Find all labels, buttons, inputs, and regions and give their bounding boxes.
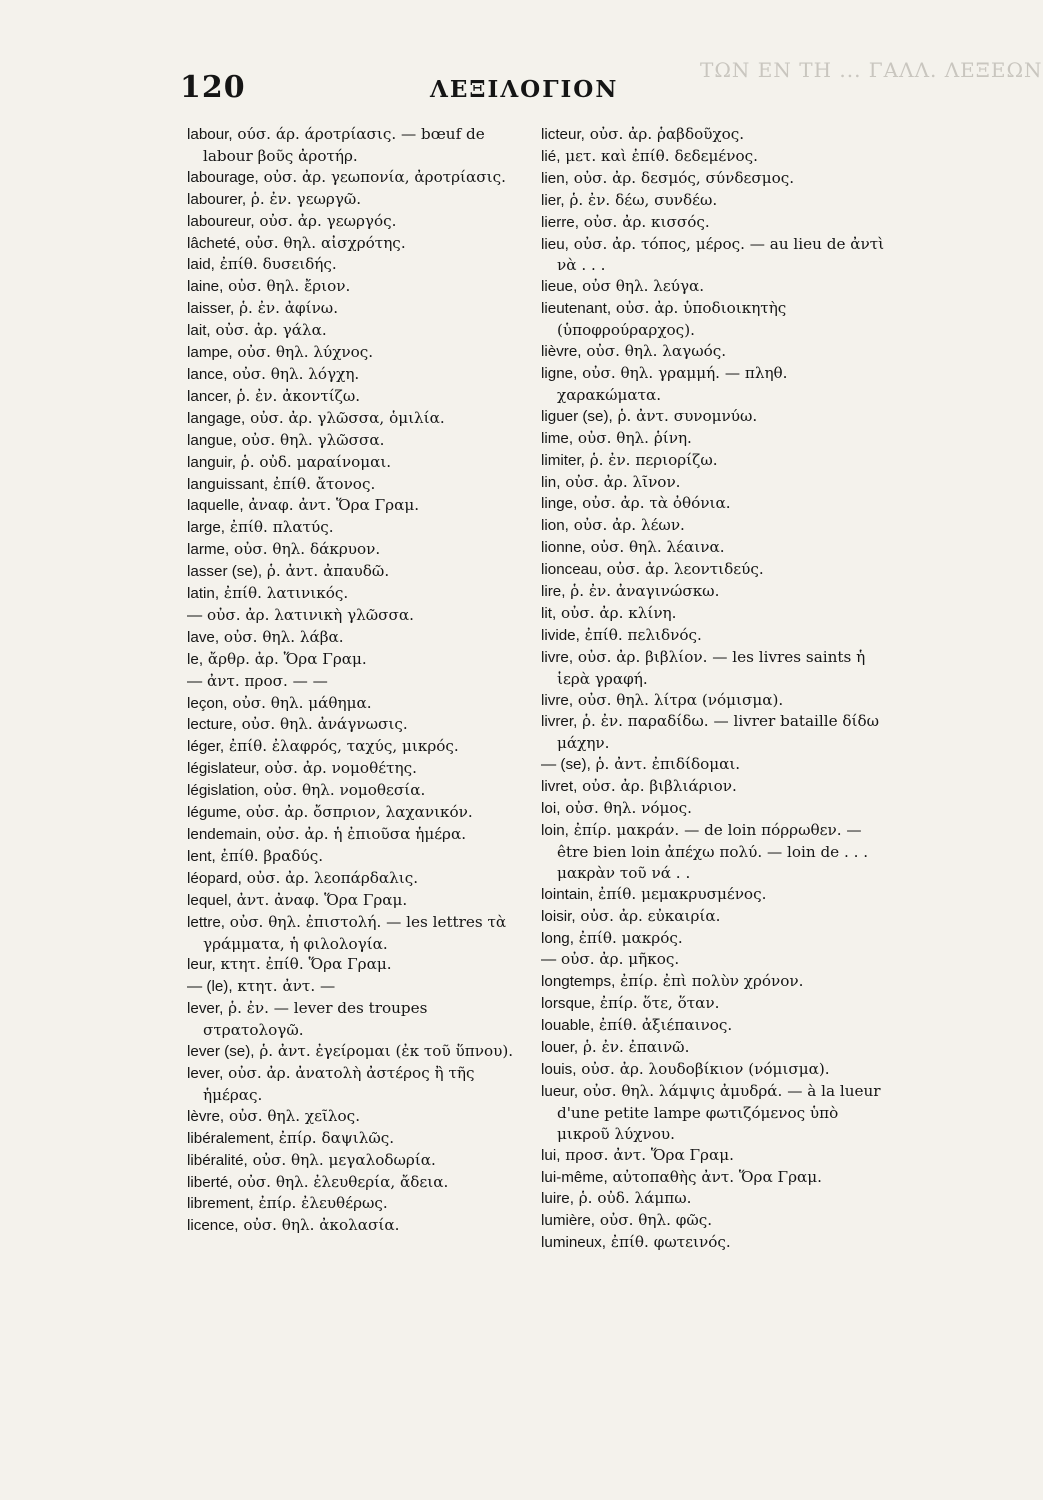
dictionary-entry [187,233,522,255]
dictionary-entry [187,824,522,846]
entry-headword: lire, [541,583,566,601]
dictionary-entry [541,428,886,450]
dictionary-entry [541,1015,886,1037]
entry-headword: licence, [187,1217,239,1235]
dictionary-entry [187,912,522,955]
entry-definition: οὐσ. θηλ. ἔριον. [223,277,351,296]
entry-headword: lièvre, [541,343,582,361]
entry-definition: οὐσ. ἀρ. κισσός. [578,212,710,231]
dictionary-entry [187,583,522,605]
entry-headword: lime, [541,429,574,447]
entry-headword: languissant, [187,475,269,493]
entry-definition: ῥ. ἐν. — lever des troupes στρατολογῶ. [203,999,428,1040]
entry-definition: οὐσ. ἀρ. κλίνη. [556,603,677,622]
entry-headword: lendemain, [187,826,262,843]
entry-headword: lampe, [187,344,233,362]
entry-headword: lieue, [541,278,578,296]
entry-definition: οὐσ. θηλ. ἀκολασία. [238,1216,400,1235]
entry-definition: οὐσ. θηλ. λάμψις ἀμυδρά. — à la lueur d'une petite lampe φωτιζόμενος ὑπὸ μικροῦ λύχνου. [557,1081,881,1143]
entry-headword: lié, [541,147,561,165]
dictionary-entry [541,884,886,906]
entry-definition: ἐπίθ. ἐλαφρός, ταχύς, μικρός. [224,737,459,756]
entry-definition: οὐσ. ἀρ. γεωπονία, ἀροτρίασις. [258,167,506,186]
entry-headword: lever, [187,1064,224,1082]
entry-definition: οὐσ. θηλ. ἀνάγνωσις. [236,715,408,734]
dictionary-entry [187,868,522,890]
dictionary-entry [541,820,886,884]
entry-definition: ἀναφ. ἀντ. Ὅρα Γραμ. [243,496,420,515]
entry-headword: lien, [541,169,569,187]
entry-headword: luire, [541,1190,574,1208]
entry-definition: ἐπίθ. μεμακρυσμένος. [593,884,767,903]
entry-headword: lorsque, [541,995,596,1013]
entry-definition: οὐσ. ἀρ. ὄσπριον, λαχανικόν. [241,803,473,822]
entry-headword: lui-même, [541,1168,608,1186]
dictionary-entry [187,276,522,298]
entry-headword: lâcheté, [187,234,241,252]
dictionary-entry [541,928,886,950]
entry-headword: louer, [541,1039,579,1057]
entry-headword: lumineux, [541,1234,606,1252]
entry-definition: αὐτοπαθὴς ἀντ. Ὅρα Γραμ. [607,1167,822,1186]
entry-definition: ἐπίρ. μακράν. — de loin πόρρωθεν. — être bien loin ἀπέχω πολύ. — loin de . . . μακρὰν τοῦ νά . . [557,821,869,882]
entry-definition: οὐσ. ἀρ. γεωργός. [254,211,397,230]
entry-headword: léopard, [187,869,242,887]
entry-definition: οὐσ. θηλ. δάκρυον. [229,540,381,559]
entry-headword: lointain, [541,885,594,903]
entry-headword: lionceau, [541,561,602,579]
entry-definition: οὐσ. ἀρ. ἡ ἐπιοῦσα ἡμέρα. [261,825,467,843]
entry-definition: ἀντ. προσ. — — [202,671,328,690]
entry-definition: οὐσ. θηλ. ἐπιστολή. — les lettres τὰ γράμματα, ἡ φιλολογία. [203,912,507,953]
dictionary-entry [541,1188,886,1210]
dictionary-entry [541,1081,886,1145]
entry-headword: — (le), [187,978,233,996]
entry-headword: lever (se), [187,1043,255,1061]
entry-definition: ἀντ. ἀναφ. Ὅρα Γραμ. [231,890,408,909]
dictionary-entry [541,406,886,428]
entry-definition: ούσ. άρ. άροτρίασις. — bœuf de labour βοῦς ἀροτήρ. [203,125,485,165]
dictionary-entry [187,846,522,868]
entry-headword: le, [187,650,204,668]
dictionary-entry [541,146,886,168]
dictionary-entry [187,758,522,780]
entry-definition: ῥ. ἐν. ἐπαινῶ. [578,1038,690,1057]
entry-headword: laine, [187,278,224,296]
entry-definition: ἐπίθ. φωτεινός. [606,1233,731,1252]
dictionary-entry [187,1150,522,1172]
entry-headword: lueur, [541,1082,579,1100]
entry-headword: longtemps, [541,973,616,991]
dictionary-entry [187,890,522,912]
dictionary-entry [187,1041,522,1063]
dictionary-entry [541,298,886,341]
entry-definition: οὐσ. θηλ. χεῖλος. [224,1106,361,1125]
entry-definition: ἐπίρ. δαψιλῶς. [273,1128,395,1147]
dictionary-entry [541,776,886,798]
entry-headword: lion, [541,517,569,535]
dictionary-entry [187,408,522,430]
entry-definition: οὐσ. ἀρ. τόπος, μέρος. — au lieu de ἀντὶ νὰ . . . [557,234,885,275]
entry-headword: leur, [187,956,216,974]
entry-definition: οὐσ. ἀρ. γάλα. [210,321,327,340]
entry-definition: οὐσ. ἀρ. βιβλίον. — les livres saints ἡ ἱερὰ γραφή. [557,647,866,688]
entry-headword: livrer, [541,713,578,731]
entry-definition: ἐπίθ. δυσειδής. [214,255,337,274]
dictionary-entry [187,605,522,627]
dictionary-entry [541,450,886,472]
entry-definition: οὐσ. θηλ. νόμος. [560,799,692,818]
dictionary-entry [541,711,886,754]
entry-definition: ῥ. ἀντ. ἀπαυδῶ. [262,562,390,581]
entry-headword: livre, [541,691,574,709]
entry-definition: οὐσ. θηλ. λύχνος. [232,343,374,362]
dictionary-entry [541,472,886,494]
dictionary-entry [187,1172,522,1194]
dictionary-entry [187,976,522,998]
entry-headword: laboureur, [187,212,255,230]
left-column [187,124,522,1237]
entry-definition: ῥ. ἐν. παραδίδω. — livrer bataille δίδω μάχην. [557,712,880,753]
entry-definition: ἄρθρ. ἀρ. Ὅρα Γραμ. [203,649,367,668]
entry-definition: οὐσ. ἀρ. λατινικὴ γλῶσσα. [202,605,415,624]
dictionary-entry [541,603,886,625]
dictionary-entry [541,124,886,146]
dictionary-entry [187,714,522,736]
dictionary-entry [541,493,886,515]
entry-headword: larme, [187,541,230,559]
entry-headword: langage, [187,409,246,427]
dictionary-entry [541,559,886,581]
entry-headword: loi, [541,800,561,818]
dictionary-entry [541,1145,886,1167]
dictionary-entry [541,537,886,559]
bleed-through-text: ΤΩΝ ΕΝ ΤΗ ... ΓΑΛΛ. ΛΕΞΕΩΝ [700,58,1043,82]
entry-headword: — (se), [541,756,591,774]
dictionary-entry [541,647,886,690]
entry-definition: οὐσ. θηλ. λάβα. [219,627,344,646]
entry-definition: οὐσ. ἀρ. ἀνατολὴ ἀστέρος ἢ τῆς ἡμέρας. [203,1063,475,1104]
entry-definition: οὐσ. θηλ. γραμμή. — πληθ. χαρακώματα. [557,363,788,404]
dictionary-entry [541,190,886,212]
entry-definition: κτητ. ἐπίθ. Ὅρα Γραμ. [215,955,392,974]
entry-definition: οὐσ. ἀρ. βιβλιάριον. [577,777,737,796]
dictionary-entry [187,167,522,189]
entry-headword: loin, [541,822,569,839]
dictionary-entry [187,627,522,649]
entry-headword: lait, [187,322,211,340]
entry-headword: législateur, [187,760,260,778]
entry-definition: ἐπίθ. βραδύς. [215,846,324,865]
entry-definition: οὐσ. ἀρ. εὐκαιρία. [575,906,721,925]
entry-headword: — [541,951,557,969]
entry-headword: lettre, [187,913,225,931]
entry-definition: οὐσ. ἀρ. λεοντιδεύς. [601,560,764,579]
dictionary-entry [187,211,522,233]
entry-headword: loisir, [541,907,576,925]
dictionary-entry [187,298,522,320]
dictionary-entry [187,802,522,824]
dictionary-entry [541,993,886,1015]
dictionary-entry [541,754,886,776]
entry-definition: οὐσ. θηλ. ῥίνη. [573,428,692,447]
dictionary-entry [541,212,886,234]
entry-headword: lieutenant, [541,300,612,318]
dictionary-entry [187,998,522,1041]
entry-definition: οὐσ. θηλ. γλῶσσα. [236,430,385,449]
entry-headword: latin, [187,585,220,603]
entry-headword: limiter, [541,451,585,469]
dictionary-entry [187,495,522,517]
entry-headword: laisser, [187,300,235,318]
dictionary-entry [187,780,522,802]
entry-definition: οὐσ. θηλ. ἐλευθερία, ἄδεια. [232,1172,449,1191]
entry-definition: οὐσ. ἀρ. ῥαβδοῦχος. [584,125,745,143]
dictionary-entry [541,341,886,363]
dictionary-entry [187,386,522,408]
entry-definition: οὐσ. θηλ. λαγωός. [581,342,727,361]
entry-definition: οὐσ. ἀρ. γλῶσσα, ὁμιλία. [245,408,445,427]
dictionary-entry [541,363,886,406]
entry-definition: ἐπίθ. λατινικός. [219,584,349,603]
dictionary-entry [541,906,886,928]
entry-headword: lancer, [187,387,232,405]
dictionary-entry [187,320,522,342]
entry-definition: οὐσ. θηλ. λίτρα (νόμισμα). [573,690,784,709]
entry-definition: ῥ. ἐν. ἀκοντίζω. [231,386,361,405]
entry-definition: οὐσ. ἀρ. λέων. [568,516,685,535]
entry-definition: ῥ. ἀντ. ἐπιδίδομαι. [590,755,741,774]
entry-headword: lecture, [187,716,237,734]
entry-definition: ἐπίθ. πλατύς. [225,518,334,537]
dictionary-entry [187,693,522,715]
entry-definition: οὐσ. ἀρ. μῆκος. [556,950,680,969]
entry-headword: lieu, [541,235,569,253]
entry-headword: lequel, [187,891,232,909]
entry-headword: ligne, [541,364,578,382]
dictionary-entry [187,736,522,758]
entry-headword: lever, [187,1000,224,1018]
entry-definition: οὐσ. ἀρ. νομοθέτης. [259,759,417,778]
dictionary-entry [187,1106,522,1128]
entry-headword: licteur, [541,126,585,143]
dictionary-entry [541,234,886,277]
entry-headword: lui, [541,1146,561,1164]
dictionary-entry [187,539,522,561]
entry-headword: libéralité, [187,1151,248,1169]
entry-definition: ἐπίθ. ἀξιέπαινος. [594,1016,733,1035]
dictionary-entry [541,1167,886,1189]
entry-definition: οὐσ. θηλ. νομοθεσία. [258,781,426,800]
dictionary-entry [187,430,522,452]
dictionary-entry [187,671,522,693]
entry-definition: ῥ. ἐν. περιορίζω. [584,450,718,469]
entry-definition: ῥ. ἀντ. ἐγείρομαι (ἐκ τοῦ ὕπνου). [254,1042,514,1061]
dictionary-entry [187,517,522,539]
entry-definition: ἐπίρ. ὅτε, ὅταν. [595,994,720,1013]
entry-definition: ῥ. ἐν. ἀναγινώσκω. [565,582,720,601]
page-number: 120 [180,70,246,105]
entry-definition: οὐσ. θηλ. μάθημα. [227,693,372,712]
entry-definition: οὐσ. ἀρ. λουδοβίκιον (νόμισμα). [576,1059,830,1078]
entry-headword: libéralement, [187,1129,274,1147]
entry-definition: ἐπίθ. πελιδνός. [579,625,702,644]
entry-headword: légume, [187,804,242,822]
dictionary-entry [187,1193,522,1215]
entry-headword: leçon, [187,694,228,712]
entry-definition: οὐσ. θηλ. λόγχη. [227,364,360,383]
entry-headword: linge, [541,495,578,513]
entry-headword: labourer, [187,190,247,208]
dictionary-entry [541,581,886,603]
entry-headword: lin, [541,473,561,491]
entry-definition: ῥ. οὐδ. μαραίνομαι. [235,452,392,471]
dictionary-entry [541,168,886,190]
entry-definition: οὐσ. ἀρ. τὰ ὀθόνια. [577,494,731,513]
dictionary-entry [187,254,522,276]
entry-definition: ῥ. ἀντ. συνομνύω. [612,406,758,425]
entry-headword: livide, [541,626,580,644]
right-column [541,124,886,1254]
dictionary-entry [541,1037,886,1059]
dictionary-entry [541,1059,886,1081]
entry-headword: lit, [541,604,557,622]
entry-headword: langue, [187,431,237,449]
entry-headword: labour, [187,126,233,143]
dictionary-entry [541,798,886,820]
entry-definition: οὐσ θηλ. λεύγα. [577,277,705,296]
dictionary-entry [187,189,522,211]
entry-headword: louable, [541,1017,595,1035]
dictionary-entry [187,954,522,976]
entry-definition: οὐσ. θηλ. φῶς. [595,1211,713,1230]
entry-headword: lumière, [541,1212,596,1230]
dictionary-entry [541,1232,886,1254]
dictionary-entry [541,949,886,971]
entry-headword: livret, [541,778,578,796]
dictionary-entry [541,515,886,537]
entry-headword: lave, [187,628,220,646]
entry-definition: κτητ. ἀντ. — [232,977,336,996]
entry-headword: louis, [541,1060,577,1078]
dictionary-entry [187,474,522,496]
dictionary-entry [541,971,886,993]
entry-definition: ἐπίρ. ἐπὶ πολὺν χρόνον. [615,972,804,991]
entry-headword: — [187,672,203,690]
entry-definition: οὐσ. θηλ. λέαινα. [585,538,725,557]
entry-definition: μετ. καὶ ἐπίθ. δεδεμένος. [560,146,758,165]
entry-headword: lasser (se), [187,563,263,581]
entry-definition: ἐπίρ. ἐλευθέρως. [253,1194,388,1213]
dictionary-entry [541,625,886,647]
dictionary-entry [541,690,886,712]
dictionary-entry [541,276,886,298]
entry-definition: οὐσ. ἀρ. λῖνον. [560,472,681,491]
entry-definition: ῥ. ἐν. ἀφίνω. [234,299,339,318]
entry-definition: προσ. ἀντ. Ὅρα Γραμ. [560,1145,734,1164]
entry-definition: οὐσ. ἀρ. ὑποδιοικητὴς (ὑποφρούραρχος). [557,299,787,340]
entry-headword: labourage, [187,168,259,186]
entry-headword: lionne, [541,539,586,557]
dictionary-entry [187,124,522,167]
dictionary-entry [187,649,522,671]
dictionary-entry [541,1210,886,1232]
entry-definition: ῥ. ἐν. γεωργῶ. [246,189,362,208]
entry-definition: ῥ. οὐδ. λάμπω. [573,1189,692,1208]
entry-headword: long, [541,929,574,947]
entry-headword: liberté, [187,1173,233,1191]
entry-headword: large, [187,519,225,537]
entry-headword: lierre, [541,213,579,231]
entry-headword: laid, [187,256,215,274]
entry-definition: ῥ. ἐν. δέω, συνδέω. [564,190,718,209]
entry-headword: léger, [187,738,225,756]
entry-headword: languir, [187,453,236,471]
entry-headword: lèvre, [187,1107,225,1125]
entry-definition: ἐπίθ. μακρός. [573,928,683,947]
entry-headword: livre, [541,648,574,666]
entry-headword: laquelle, [187,497,244,515]
dictionary-entry [187,1128,522,1150]
dictionary-entry [187,1215,522,1237]
entry-definition: οὐσ. θηλ. μεγαλοδωρία. [247,1150,436,1169]
dictionary-entry [187,342,522,364]
entry-definition: οὐσ. θηλ. αἰσχρότης. [240,233,406,252]
entry-definition: οὐσ. ἀρ. λεοπάρδαλις. [241,868,419,887]
entry-headword: législation, [187,782,259,800]
entry-headword: lier, [541,191,565,209]
entry-headword: lent, [187,847,216,865]
entry-headword: lance, [187,365,228,383]
dictionary-entry [187,1063,522,1106]
entry-definition: οὐσ. ἀρ. δεσμός, σύνδεσμος. [568,168,795,187]
entry-definition: ἐπίθ. ἄτονος. [268,474,376,493]
dictionary-entry [187,364,522,386]
entry-headword: liguer (se), [541,407,613,425]
running-head: ΛΕΞΙΛΟΓΙΟΝ [430,76,619,103]
entry-headword: — [187,606,203,624]
entry-headword: librement, [187,1195,254,1213]
dictionary-entry [187,452,522,474]
dictionary-entry [187,561,522,583]
